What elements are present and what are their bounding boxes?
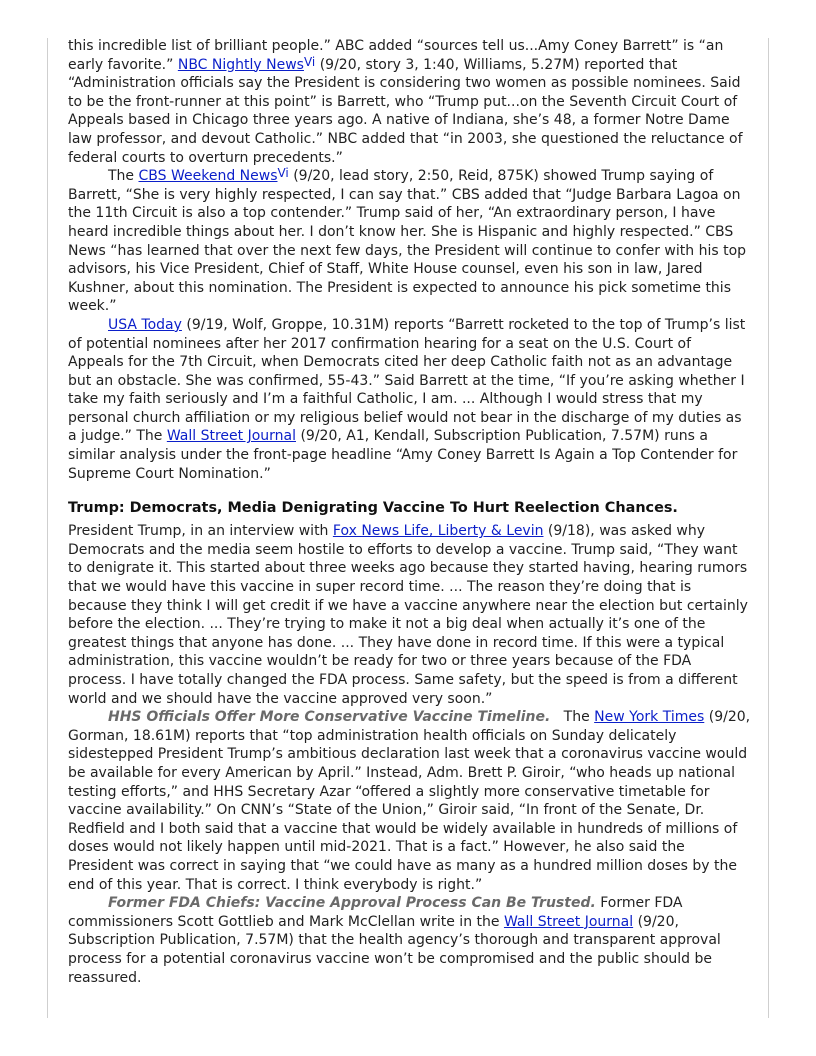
link-wall-street-journal[interactable]: Wall Street Journal	[166, 428, 296, 445]
video-marker[interactable]: Vi	[303, 54, 316, 69]
link-usa-today[interactable]: USA Today	[108, 316, 182, 333]
right-margin-rule	[768, 38, 769, 1018]
link-new-york-times[interactable]: New York Times	[594, 709, 705, 726]
newsletter-body	[68, 37, 751, 987]
link-cbs-weekend-news[interactable]: CBS Weekend News	[138, 168, 278, 185]
paragraph-nbc-report: this incredible list of brilliant people.” ABC added “sources tell us...Amy Coney Barrett” is “an early favorite.” NBC Nightly News$^{Vi}$ (9/20, story 3, 1:40, Williams, 5.27M) reported that “Administration officials say the President is considering two women as possible nominees. Said to be the front-runner at this point” is Barrett, who “Trump put...on the Seventh Circuit Court of Appeals based in Chicago three years ago. A native of Indiana, she’s 48, a former Notre Dame law professor, and devout Catholic.” NBC added that “in 2003, she questioned the reluctance of federal courts to overturn precedents.”	[68, 38, 743, 166]
subheadline-hhs: HHS Officials Offer More Conservative Vaccine Timeline.	[108, 709, 551, 726]
paragraph-hhs-timeline: HHS Officials Offer More Conservative Vaccine Timeline. The New York Times (9/20, Gorman, 18.61M) reports that “top administration health officials on Sunday delicately sidestepped President Trump’s ambitious declaration last week that a coronavirus vaccine would be available for every American by April.” Instead, Adm. Brett P. Giroir, “who heads up national testing efforts,” and HHS Secretary Azar “offered a slightly more conservative timetable for vaccine availability.” On CNN’s “State of the Union,” Giroir said, “In front of the Senate, Dr. Redfield and I both said that a vaccine that would be widely available in hundreds of millions of doses would not likely happen until mid-2021. That is a fact.” However, he also said the President was correct in saying that “we could have as many as a hundred million doses by the end of this year. That is correct. I think everybody is right.”	[68, 709, 751, 893]
paragraph-cbs-report: The CBS Weekend News$^{Vi}$ (9/20, lead story, 2:50, Reid, 875K) showed Trump saying of Barrett, “She is very highly respected, I can say that.” CBS added that “Judge Barbara Lagoa on the 11th Circuit is also a top contender.” Trump said of her, “An extraordinary person, I have heard incredible things about her. I don’t know her. She is Hispanic and highly respected.” CBS News “has learned that over the next few days, the President will continue to confer with his top advisors, his Vice President, Chief of Staff, White House counsel, even his son in law, Jared Kushner, about this nomination. The President is expected to announce his pick sometime this week.”	[68, 166, 747, 315]
link-fox-news-levin[interactable]: Fox News Life, Liberty & Levin	[332, 523, 544, 540]
link-nbc-nightly-news[interactable]: NBC Nightly News	[177, 56, 304, 73]
left-margin-rule	[47, 38, 48, 1018]
paragraph-usa-today-report: USA Today (9/19, Wolf, Groppe, 10.31M) reports “Barrett rocketed to the top of Trump’s list of potential nominees after her 2017 confirmation hearing for a seat on the U.S. Court of Appeals for the 7th Circuit, when Democrats cited her deep Catholic faith not as an advantage but an obstacle. She was confirmed, 55-43.” Said Barrett at the time, “If you’re asking whether I take my faith seriously and I’m a faithful Catholic, I am. ... Although I would stress that my personal church affiliation or my religious belief would not bear in the discharge of my duties as a judge.” The Wall Street Journal (9/20, A1, Kendall, Subscription Publication, 7.57M) runs a similar analysis under the front-page headline “Amy Coney Barrett Is Again a Top Contender for Supreme Court Nomination.”	[68, 316, 746, 482]
paragraph-fda-chiefs: Former FDA Chiefs: Vaccine Approval Process Can Be Trusted. Former FDA commissioners Scott Gottlieb and Mark McClellan write in the Wall Street Journal (9/20, Subscription Publication, 7.57M) that the health agency’s thorough and transparent approval process for a potential coronavirus vaccine won’t be compromised and the public should be reassured.	[68, 895, 721, 986]
paragraph-fox-interview: President Trump, in an interview with Fox News Life, Liberty & Levin (9/18), was asked why Democrats and the media seem hostile to efforts to develop a vaccine. Trump said, “They want to denigrate it. This started about three weeks ago because they started having, hearing rumors that we would have this vaccine in super record time. ... The reason they’re doing that is because they think I will get credit if we have a vaccine anywhere near the election but certainly before the election. ... They’re trying to make it not a big deal when actually it’s one of the greatest things that anyone has done. ... They have done in record time. If this were a typical administration, this vaccine wouldn’t be ready for two or three years because of the FDA process. I have totally changed the FDA process. Same safety, but the speed is from a different world and we should have the vaccine approved very soon.”	[68, 523, 748, 707]
video-marker[interactable]: Vi	[277, 166, 289, 181]
subheadline-fda: Former FDA Chiefs: Vaccine Approval Process Can Be Trusted.	[108, 895, 596, 912]
article-headline: Trump: Democrats, Media Denigrating Vaccine To Hurt Reelection Chances.	[68, 500, 678, 517]
link-wall-street-journal-2[interactable]: Wall Street Journal	[503, 913, 634, 930]
